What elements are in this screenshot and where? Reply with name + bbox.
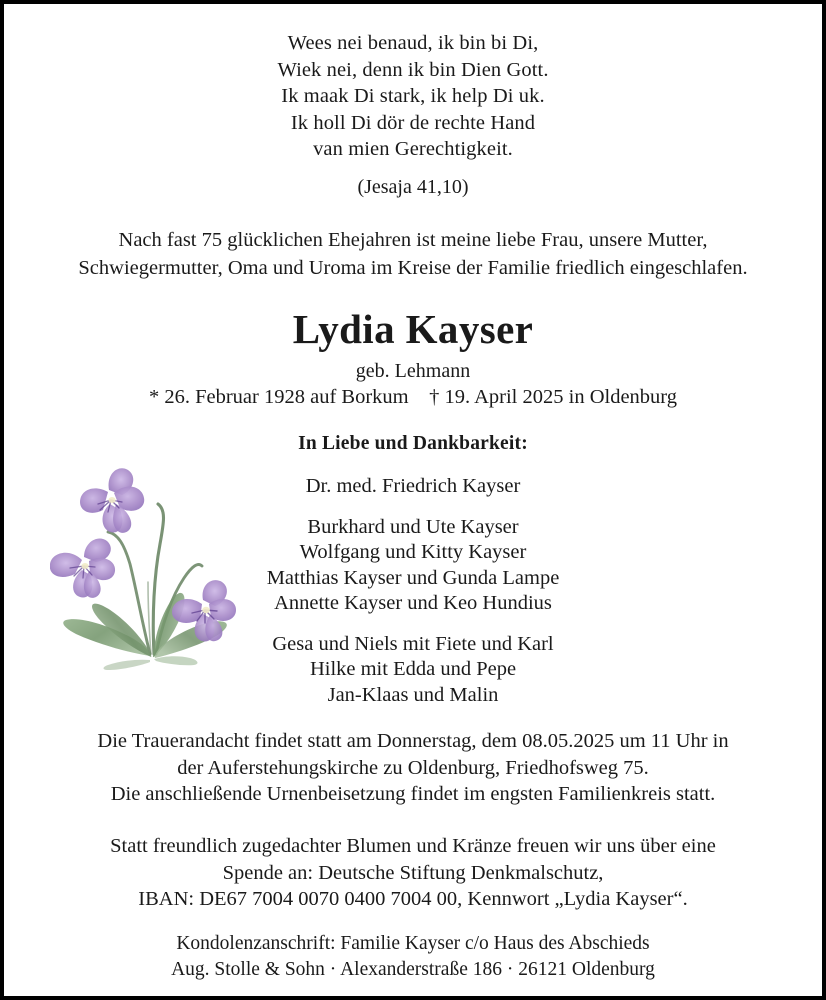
announcement-line: Nach fast 75 glücklichen Ehejahren ist meine liebe Frau, unsere Mutter, [118, 229, 708, 251]
mourner-name: Annette Kayser und Keo Hundius [274, 592, 552, 614]
violet-flower-illustration [50, 456, 236, 674]
mourner-name: Jan-Klaas und Malin [327, 683, 499, 706]
service-info-line: Die anschließende Urnenbeisetzung findet im engsten Familienkreis statt. [110, 783, 716, 805]
violet-flower-left [50, 538, 115, 597]
violet-flower-upper [80, 468, 144, 533]
donation-info-line: Spende an: Deutsche Stiftung Denkmalschutz, [222, 861, 604, 884]
deceased-name: Lydia Kayser [292, 306, 534, 352]
poem-line: Ik maak Di stark, ik help Di uk. [281, 85, 545, 108]
mourner-name: Wolfgang und Kitty Kayser [299, 541, 527, 563]
donation-info-line: Statt freundlich zugedachter Blumen und Kränze freuen wir uns über eine [110, 835, 716, 857]
violet-icon [50, 456, 236, 674]
mourner-name: Hilke mit Edda und Pepe [309, 658, 517, 680]
poem-line: Ik holl Di dör de rechte Hand [290, 111, 536, 134]
poem-line: Wiek nei, denn ik bin Dien Gott. [277, 58, 549, 81]
obituary-inner [4, 4, 822, 996]
maiden-name: geb. Lehmann [355, 360, 471, 382]
service-info-line: der Auferstehungskirche zu Oldenburg, Friedhofsweg 75. [177, 756, 649, 779]
scripture-poem [4, 30, 822, 163]
mourner-name: Dr. med. Friedrich Kayser [305, 475, 521, 497]
mourner-name: Gesa und Niels mit Fiete und Karl [272, 632, 554, 655]
poem-line: Wees nei benaud, ik bin bi Di, [287, 32, 539, 54]
service-info-line: Die Trauerandacht findet statt am Donnerstag, dem 08.05.2025 um 11 Uhr in [97, 730, 729, 752]
life-dates: * 26. Februar 1928 auf Borkum † 19. April 2025 in Oldenburg [148, 386, 677, 408]
violet-flower-right [172, 580, 236, 641]
donation-info [44, 833, 782, 913]
mourner-name: Matthias Kayser und Gunda Lampe [266, 566, 560, 589]
condolence-address [44, 931, 782, 983]
announcement-line: Schwiegermutter, Oma und Uroma im Kreise der Familie friedlich eingeschlafen. [78, 257, 748, 279]
donation-iban-line: IBAN: DE67 7004 0070 0400 7004 00, Kennwort „Lydia Kayser“. [138, 888, 688, 910]
funeral-home-line: Aug. Stolle & Sohn · Alexanderstraße 186 · 26121 Oldenburg [171, 959, 655, 980]
announcement-text [48, 226, 778, 282]
poem-line: van mien Gerechtigkeit. [313, 138, 513, 161]
service-info [48, 728, 778, 808]
mourner-name: Burkhard und Ute Kayser [307, 515, 519, 538]
scripture-reference: (Jesaja 41,10) [357, 176, 469, 198]
condolence-address-line: Kondolenzanschrift: Familie Kayser c/o Haus des Abschieds [176, 933, 650, 954]
gratitude-heading: In Liebe und Dankbarkeit: [298, 433, 528, 454]
